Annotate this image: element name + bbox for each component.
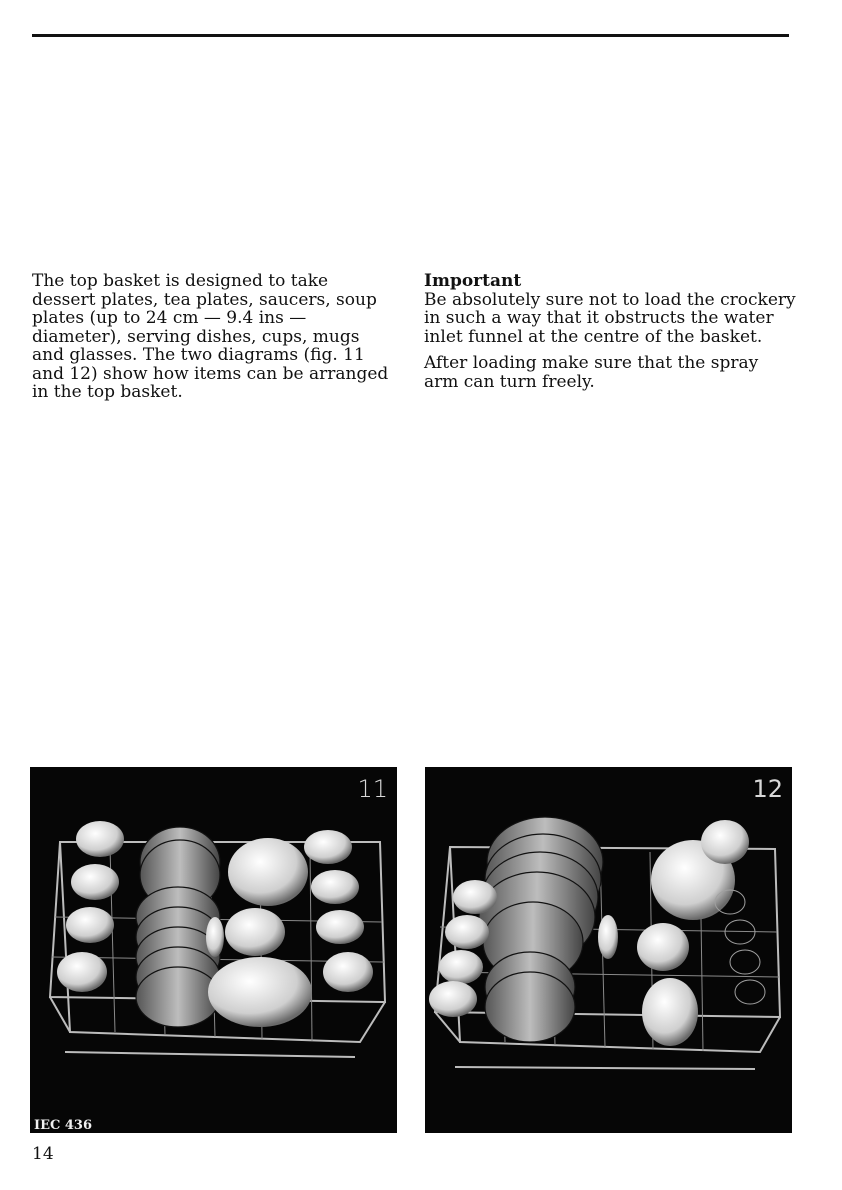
figure-11-photo xyxy=(30,767,397,1133)
header-rule xyxy=(32,34,789,37)
top-basket-illustration-12 xyxy=(425,767,792,1133)
figure-11-number: 11 xyxy=(357,775,388,803)
figure-12-photo xyxy=(425,767,792,1133)
important-heading: Important xyxy=(424,271,522,291)
right-text-column xyxy=(424,272,796,391)
basket-description: The top basket is designed to take dessert plates, tea plates, saucers, soup plates (up to 24 cm — 9.4 ins — diameter), serving dishes, cups, mugs and glasses. The two diagrams (fig. 11 and 12) show how items can be arranged in the top basket. xyxy=(32,271,389,402)
spray-arm-note: After loading make sure that the spray arm can turn freely. xyxy=(424,353,759,392)
important-warning: Be absolutely sure not to load the crockery in such a way that it obstructs the water inlet funnel at the centre of the basket. xyxy=(424,289,796,347)
page-number: 14 xyxy=(32,1144,54,1164)
iec-code: IEC 436 xyxy=(34,1118,92,1133)
figure-12-number: 12 xyxy=(752,775,783,803)
top-basket-illustration-11 xyxy=(30,767,397,1133)
left-text-column xyxy=(32,272,392,402)
